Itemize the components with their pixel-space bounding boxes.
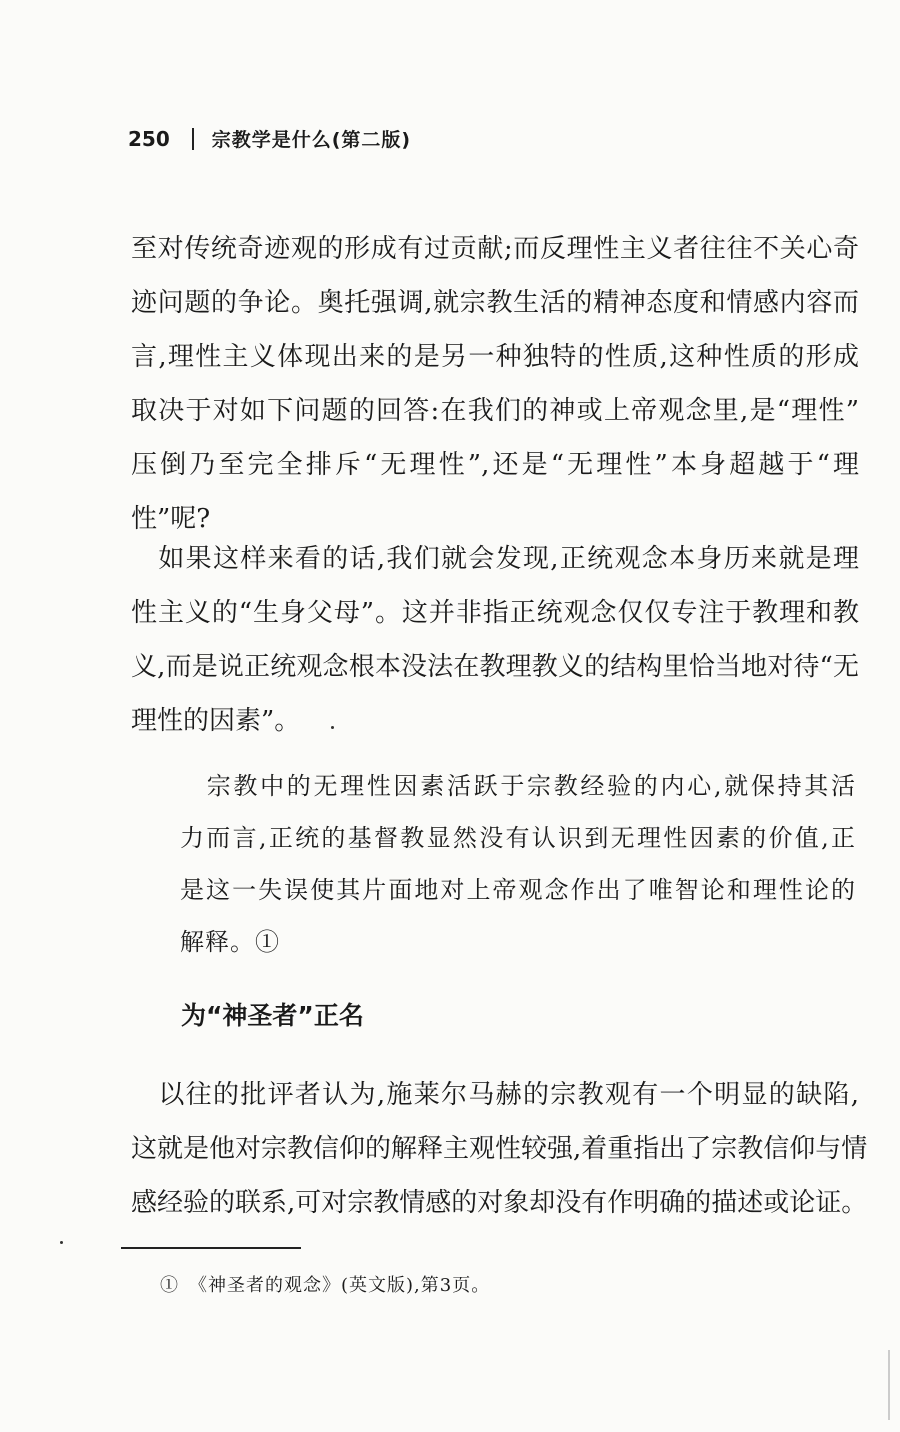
paragraph-3 [131, 1068, 868, 1230]
quote-line: 是这一失误使其片面地对上帝观念作出了唯智论和理性论的 [180, 876, 856, 904]
section-heading: 为“神圣者”正名 [181, 1001, 364, 1030]
footnote-divider [121, 1247, 301, 1249]
footnote: ① 《神圣者的观念》(英文版),第3页。 [160, 1275, 491, 1296]
book-title: 宗教学是什么(第二版) [211, 129, 412, 151]
text-line: 言,理性主义体现出来的是另一种独特的性质,这种性质的形成 [131, 342, 859, 372]
block-quote [180, 760, 856, 968]
page-number: 250 [128, 126, 170, 151]
text-line: 取决于对如下问题的回答:在我们的神或上帝观念里,是“理性” [131, 396, 859, 426]
text-line: 性主义的“生身父母”。这并非指正统观念仅仅专注于教理和教 [131, 598, 859, 628]
paragraph-1 [131, 222, 859, 546]
print-speck [60, 1241, 63, 1244]
text-line: 这就是他对宗教信仰的解释主观性较强,着重指出了宗教信仰与情 [131, 1134, 868, 1164]
text-line: 义,而是说正统观念根本没法在教理教义的结构里恰当地对待“无 [131, 652, 859, 682]
text-line: 压倒乃至完全排斥“无理性”,还是“无理性”本身超越于“理 [131, 450, 859, 480]
running-header [128, 125, 411, 152]
text-line: 迹问题的争论。奥托强调,就宗教生活的精神态度和情感内容而 [131, 288, 859, 318]
quote-line: 力而言,正统的基督教显然没有认识到无理性因素的价值,正 [180, 824, 856, 852]
text-line: 如果这样来看的话,我们就会发现,正统观念本身历来就是理 [131, 544, 859, 574]
quote-line: 宗教中的无理性因素活跃于宗教经验的内心,就保持其活 [180, 772, 856, 800]
page-edge-shadow [888, 1350, 890, 1420]
text-line: 至对传统奇迹观的形成有过贡献;而反理性主义者往往不关心奇 [131, 234, 859, 264]
text-line: 理性的因素”。 [131, 706, 301, 736]
header-separator [192, 128, 194, 150]
text-line: 以往的批评者认为,施莱尔马赫的宗教观有一个明显的缺陷, [131, 1080, 859, 1110]
paragraph-2 [131, 532, 859, 748]
print-speck [331, 726, 334, 729]
text-line: 感经验的联系,可对宗教情感的对象却没有作明确的描述或论证。 [131, 1188, 868, 1218]
quote-line: 解释。① [180, 928, 280, 956]
text-line: 性”呢? [131, 504, 211, 534]
